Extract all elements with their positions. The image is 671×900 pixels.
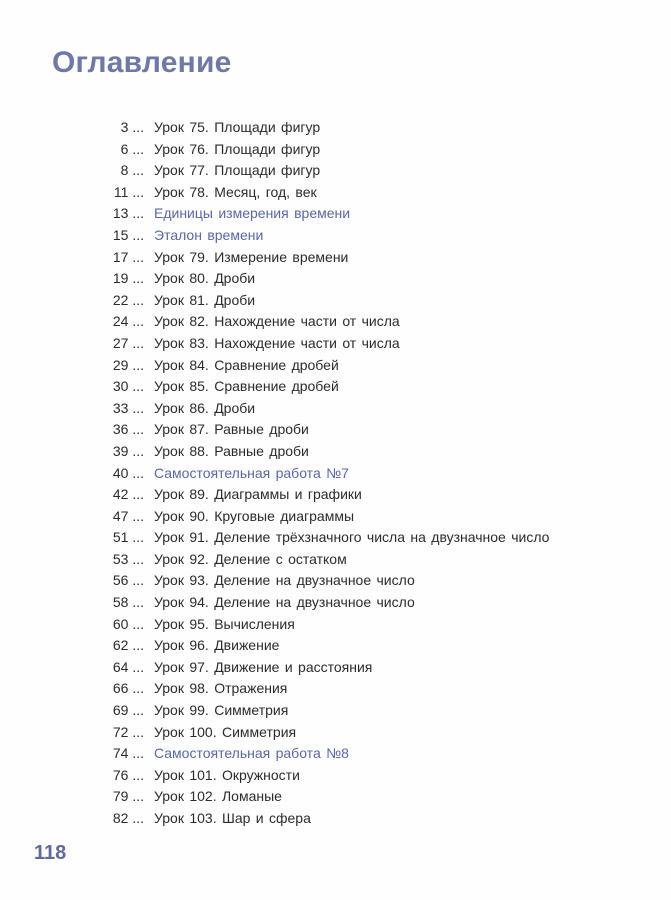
toc-entry-title: Урок 97. Движение и расстояния [154, 658, 373, 675]
toc-entry-page: 36 ... [112, 421, 144, 438]
toc-entry-title: Урок 99. Симметрия [154, 702, 289, 719]
toc-entry [90, 203, 650, 225]
toc-entry-page: 29 ... [112, 356, 144, 373]
table-of-contents [90, 117, 650, 830]
toc-entry-page: 3 ... [120, 119, 144, 135]
toc-entry-title: Урок 101. Окружности [154, 766, 300, 783]
toc-entry [90, 290, 650, 312]
toc-entry [90, 117, 650, 139]
toc-entry-section-title: Самостоятельная работа №8 [154, 745, 349, 762]
toc-entry-section-title: Эталон времени [154, 226, 264, 243]
toc-entry-title: Урок 102. Ломаные [154, 788, 282, 805]
toc-entry-title: Урок 82. Нахождение части от числа [154, 313, 400, 330]
toc-entry-title: Урок 76. Площади фигур [154, 140, 321, 157]
toc-entry-page: 74 ... [112, 745, 144, 762]
toc-entry [90, 139, 650, 161]
toc-entry-title: Урок 94. Деление на двузначное число [154, 594, 415, 611]
toc-entry-page: 72 ... [112, 723, 144, 740]
toc-entry [90, 484, 650, 506]
toc-entry-title: Урок 93. Деление на двузначное число [154, 572, 415, 589]
toc-entry-page: 22 ... [112, 291, 144, 308]
toc-entry-page: 56 ... [112, 572, 144, 589]
toc-entry-page: 27 ... [112, 334, 144, 351]
toc-entry-page: 60 ... [112, 615, 144, 632]
toc-entry [90, 311, 650, 333]
toc-entry-section-title: Самостоятельная работа №7 [154, 464, 349, 481]
toc-entry [90, 549, 650, 571]
toc-entry-page: 11 ... [113, 183, 144, 200]
toc-entry-page: 64 ... [112, 658, 144, 675]
toc-entry-title: Урок 78. Месяц, год, век [154, 183, 317, 200]
toc-entry-page: 24 ... [112, 313, 144, 330]
toc-entry-page: 42 ... [112, 486, 144, 503]
toc-entry [90, 678, 650, 700]
toc-entry [90, 765, 650, 787]
toc-entry [90, 506, 650, 528]
toc-entry [90, 268, 650, 290]
toc-entry-title: Урок 77. Площади фигур [154, 162, 321, 179]
toc-entry [90, 398, 650, 420]
toc-entry [90, 592, 650, 614]
toc-entry [90, 657, 650, 679]
toc-entry-section-title: Единицы измерения времени [154, 205, 351, 222]
toc-entry-title: Урок 103. Шар и сфера [154, 810, 311, 826]
toc-entry [90, 247, 650, 269]
toc-entry [90, 419, 650, 441]
toc-entry-page: 8 ... [120, 162, 144, 179]
toc-entry-page: 13 ... [112, 205, 144, 222]
toc-entry-page: 15 ... [112, 226, 144, 243]
toc-entry-title: Урок 90. Круговые диаграммы [154, 507, 355, 524]
page-number: 118 [34, 842, 67, 864]
toc-entry [90, 463, 650, 485]
toc-entry [90, 570, 650, 592]
toc-entry-page: 82 ... [112, 810, 144, 826]
toc-entry [90, 225, 650, 247]
page-title: Оглавление [52, 46, 232, 79]
toc-entry [90, 786, 650, 808]
toc-entry-page: 39 ... [112, 442, 144, 459]
toc-entry [90, 700, 650, 722]
toc-entry [90, 182, 650, 204]
toc-entry-page: 51 ... [112, 529, 144, 546]
toc-entry-page: 58 ... [112, 594, 144, 611]
toc-entry-page: 19 ... [112, 270, 144, 287]
toc-entry-title: Урок 98. Отражения [154, 680, 288, 697]
toc-entry-title: Урок 96. Движение [154, 637, 280, 654]
toc-entry-page: 69 ... [112, 702, 144, 719]
toc-entry-page: 33 ... [112, 399, 144, 416]
toc-entry-title: Урок 75. Площади фигур [154, 119, 321, 135]
toc-entry-page: 30 ... [112, 378, 144, 395]
toc-entry-title: Урок 88. Равные дроби [154, 442, 309, 459]
toc-entry-page: 62 ... [112, 637, 144, 654]
toc-entry-title: Урок 84. Сравнение дробей [154, 356, 339, 373]
toc-entry [90, 808, 650, 830]
toc-entry-title: Урок 92. Деление с остатком [154, 550, 347, 567]
toc-entry [90, 743, 650, 765]
toc-entry-title: Урок 80. Дроби [154, 270, 256, 287]
toc-entry-title: Урок 86. Дроби [154, 399, 256, 416]
toc-entry-title: Урок 83. Нахождение части от числа [154, 334, 400, 351]
toc-entry-page: 53 ... [112, 550, 144, 567]
toc-entry-page: 47 ... [112, 507, 144, 524]
toc-entry-page: 79 ... [112, 788, 144, 805]
toc-entry [90, 527, 650, 549]
toc-entry [90, 614, 650, 636]
toc-entry-page: 66 ... [112, 680, 144, 697]
toc-entry [90, 635, 650, 657]
toc-entry [90, 722, 650, 744]
toc-entry-page: 6 ... [120, 140, 144, 157]
toc-entry-title: Урок 100. Симметрия [154, 723, 297, 740]
toc-entry-page: 76 ... [112, 766, 144, 783]
toc-entry-title: Урок 81. Дроби [154, 291, 256, 308]
toc-entry [90, 441, 650, 463]
toc-entry-title: Урок 85. Сравнение дробей [154, 378, 339, 395]
toc-entry [90, 355, 650, 377]
toc-entry [90, 160, 650, 182]
toc-entry-page: 17 ... [112, 248, 144, 265]
toc-entry-title: Урок 91. Деление трёхзначного числа на двузначное число [154, 529, 550, 546]
toc-entry [90, 333, 650, 355]
toc-entry-title: Урок 79. Измерение времени [154, 248, 349, 265]
toc-entry [90, 376, 650, 398]
toc-entry-title: Урок 89. Диаграммы и графики [154, 486, 362, 503]
toc-entry-title: Урок 87. Равные дроби [154, 421, 309, 438]
toc-entry-page: 40 ... [112, 464, 144, 481]
toc-entry-title: Урок 95. Вычисления [154, 615, 295, 632]
